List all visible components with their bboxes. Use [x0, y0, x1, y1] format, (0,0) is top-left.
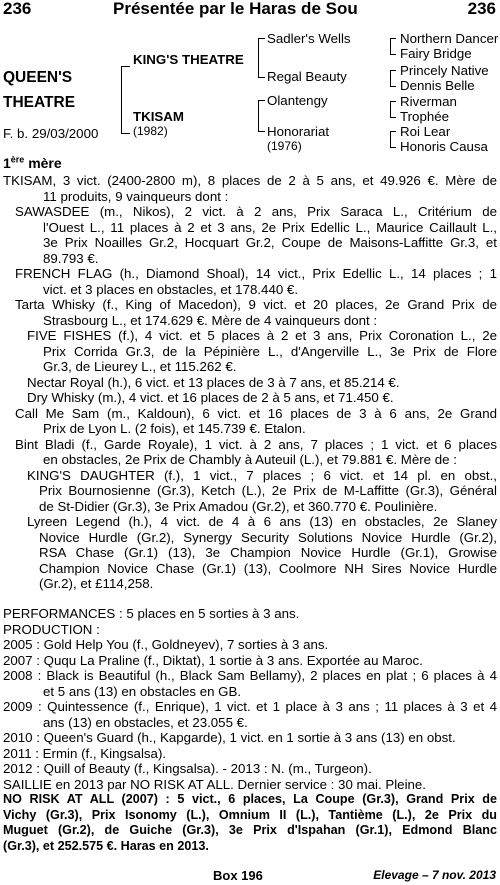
text-line: RSA Chase (Gr.1) (13), 3e Champion Novice Hurdle (Gr.1), Growise — [39, 545, 497, 560]
text-line: 11 produits, 9 vainqueurs dont : — [43, 188, 229, 204]
pedigree-sds: Princely Native — [400, 63, 489, 78]
pedigree-bracket-ds — [390, 101, 396, 118]
text-line: ans (13) en obstacles, et 23.055 €. — [43, 714, 248, 730]
horse-name-line2: THEATRE — [3, 94, 76, 111]
text-line: Champion Novice Chase (Gr.1) (13), Coolmore NH Sires Novice Hurdle — [39, 560, 497, 576]
text-line: Prix Bournosienne (Gr.3), Ketch (L.), 2e Prix de M-Laffitte (Gr.3), Général — [39, 483, 497, 498]
text-line: NO RISK AT ALL (2007) : 5 vict., 6 places, La Coupe (Gr.3), Grand Prix de — [3, 792, 497, 806]
pedigree-ddd: Honoris Causa — [400, 139, 488, 154]
pedigree-bracket-sd — [390, 70, 396, 87]
horse-birth: F. b. 29/03/2000 — [3, 126, 99, 141]
text-line: Prix Corrida Gr.3, de la Pépinière L., d'Angerville L., 3e Prix de Flore — [43, 343, 497, 359]
pedigree-sire-sire: Sadler's Wells — [267, 31, 351, 46]
text-line: Bint Bladi (f., Garde Royale), 1 vict. à 2 ans, 7 places ; 1 vict. et 6 places — [15, 436, 497, 452]
pedigree-sire-dam: Regal Beauty — [267, 69, 347, 84]
page-number-left: 236 — [3, 0, 32, 18]
text-line: (Gr.3), et 252.575 €. Haras en 2013. — [3, 838, 209, 853]
text-line: 89.793 €. — [43, 250, 99, 266]
pedigree-bracket-dam — [258, 100, 265, 132]
pedigree-dam-year: (1982) — [133, 124, 168, 138]
text-line: et 5 ans (13) en obstacles en GB. — [43, 683, 242, 699]
pedigree-dam-dam-year: (1976) — [267, 139, 302, 153]
text-line: de St-Didier (Gr.3), 3e Prix Amadou (Gr.2), et 360.770 €. Poulinière. — [39, 498, 438, 514]
text-line: 2005 : Gold Help You (f., Goldneyev), 7 sorties à 3 ans. — [3, 637, 329, 652]
pedigree-sire: KING'S THEATRE — [133, 52, 244, 67]
text-line: PRODUCTION : — [3, 621, 100, 637]
horse-name — [3, 65, 75, 115]
text-line: vict. et 3 places en obstacles, et 178.440 €. — [43, 281, 299, 297]
page-header-title: Présentée par le Haras de Sou — [113, 0, 358, 18]
footer-box-number: Box 196 — [213, 868, 263, 883]
text-line: 3e Prix Noailles Gr.2, Hocquart Gr.2, Coupe de Maisons-Laffitte Gr.3, et — [43, 235, 497, 250]
text-line: SAWASDEE (m., Nikos), 2 vict. à 2 ans, Prix Saraca L., Critérium de — [15, 204, 497, 219]
text-line: Vichy (Gr.3), Prix Isonomy (L.), Omnium II (L.), Tantième (L.), 2e Prix du — [3, 807, 497, 822]
pedigree-dds: Roi Lear — [400, 124, 451, 139]
text-line: 2010 : Queen's Guard (h., Kapgarde), 1 vict. en 1 sortie à 3 ans (13) en obst. — [3, 730, 456, 745]
pedigree-bracket-ss — [390, 38, 396, 55]
text-line: Call Me Sam (m., Kaldoun), 6 vict. et 16 places de 3 à 6 ans, 2e Grand — [15, 405, 497, 421]
text-line: 2007 : Ququ La Praline (f., Diktat), 1 sortie à 3 ans. Exportée au Maroc. — [3, 652, 423, 668]
text-line: Muguet (Gr.2), de Guiche (Gr.3), 3e Prix d'Ispahan (Gr.1), Edmond Blanc — [3, 823, 497, 837]
text-line: Gr.3, de Lieurey L., et 115.262 €. — [43, 359, 237, 374]
pedigree-dam: TKISAM — [133, 109, 184, 124]
text-line: (Gr.2), et £114,258. — [39, 576, 154, 591]
pedigree-sss: Northern Dancer — [400, 31, 499, 46]
text-line: Lyreen Legend (h.), 4 vict. de 4 à 6 ans (13) en obstacles, 2e Slaney — [27, 514, 497, 529]
text-line: en obstacles, 2e Prix de Chambly à Auteuil (L.), et 79.881 €. Mère de : — [43, 452, 457, 467]
text-line: FRENCH FLAG (h., Diamond Shoal), 14 vict., Prix Edellic L., 14 places ; 1 — [15, 266, 497, 281]
body-text — [3, 173, 497, 592]
text-line: TKISAM, 3 vict. (2400-2800 m), 8 places de 2 à 5 ans, et 49.926 €. Mère de — [3, 173, 497, 188]
pedigree-sdd: Dennis Belle — [400, 78, 475, 93]
pedigree-bracket-sire — [258, 38, 265, 78]
page-number-right: 236 — [467, 0, 496, 18]
text-line: KING'S DAUGHTER (f.), 1 vict., 7 places ; 6 vict. et 14 pl. en obst., — [27, 467, 497, 483]
text-line: SAILLIE en 2013 par NO RISK AT ALL. Dernier service : 30 mai. Pleine. — [3, 776, 427, 792]
text-line: 2008 : Black is Beautiful (h., Black Sam Bellamy), 2 places en plat ; 6 places à 4 — [3, 668, 497, 683]
text-line: 2011 : Ermin (f., Kingsalsa). — [3, 745, 167, 761]
pedigree-bracket-gen1 — [121, 66, 130, 134]
text-line: 2012 : Quill of Beauty (f., Kingsalsa). - 2013 : N. (m., Turgeon). — [3, 761, 372, 776]
text-line: Tarta Whisky (f., King of Macedon), 9 vict. et 20 places, 2e Grand Prix de — [15, 297, 497, 312]
text-line: Strasbourg L., et 174.629 €. Mère de 4 vainqueurs dont : — [43, 312, 378, 328]
text-line: FIVE FISHES (f.), 4 vict. et 5 places à 2 et 3 ans, Prix Coronation L., 2e — [27, 328, 497, 343]
footer-edition: Elevage – 7 nov. 2013 — [373, 868, 496, 882]
pedigree-ssd: Fairy Bridge — [400, 46, 472, 61]
pedigree-dam-sire: Olantengy — [267, 93, 328, 108]
section-first-dam: 1ère mère — [3, 154, 62, 171]
text-line: Nectar Royal (h.), 6 vict. et 13 places de 3 à 7 ans, et 85.214 €. — [27, 374, 400, 390]
pedigree-dsd: Trophée — [400, 109, 450, 124]
pedigree-dam-dam: Honorariat — [267, 124, 330, 139]
text-line: 2009 : Quintessence (f., Enrique), 1 vict. et 1 place à 3 ans ; 11 places à 3 et 4 — [3, 699, 497, 714]
pedigree-dss: Riverman — [400, 94, 457, 109]
text-line: Dry Whisky (m.), 4 vict. et 16 places de 2 à 5 ans, et 71.450 €. — [27, 390, 394, 405]
text-line: PERFORMANCES : 5 places en 5 sorties à 3 ans. — [3, 606, 300, 621]
text-line: Novice Hurdle (Gr.2), Synergy Security Solutions Novice Hurdle (Gr.2), — [39, 529, 497, 545]
text-line: Prix de Lyon L. (2 fois), et 145.739 €. Etalon. — [43, 421, 306, 436]
horse-name-line1: QUEEN'S — [3, 69, 73, 86]
pedigree-bracket-dd — [390, 131, 396, 148]
production-text — [3, 606, 497, 854]
text-line: l'Ouest L., 11 places à 2 et 3 ans, 2e Prix Edellic L., Maurice Caillault L., — [43, 219, 497, 235]
